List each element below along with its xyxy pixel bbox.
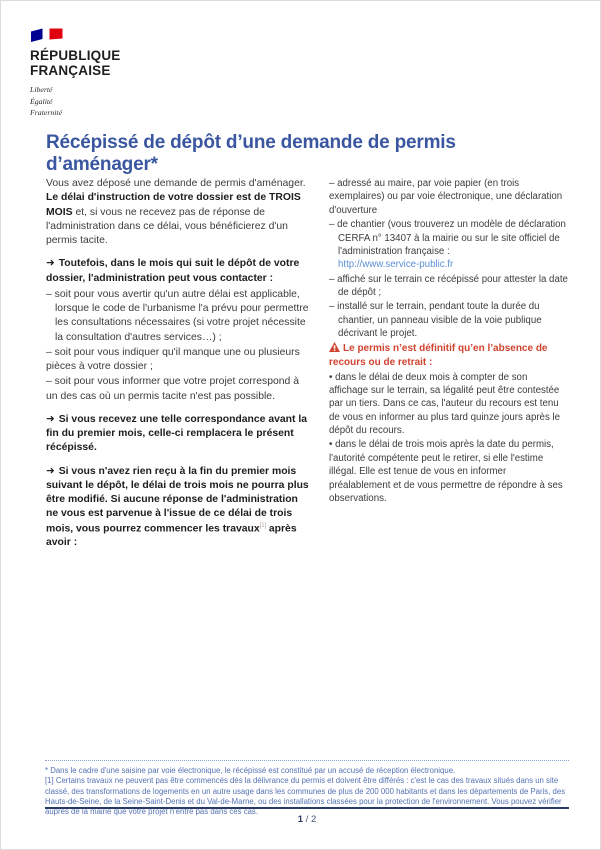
republic-line1: RÉPUBLIQUE (30, 48, 121, 63)
note-delai-text-b: après avoir : (46, 522, 297, 549)
page-number-bar (45, 807, 569, 825)
intro-text-c: et, si vous ne recevez pas de réponse de l'administration dans ce délai, vous bénéficierez d'un permis tacite. (46, 206, 288, 246)
left-column (46, 177, 312, 559)
list-item-text: – de chantier (vous trouverez un modèle de déclaration CERFA n° 13407 à la mairie ou sur le site officiel de l'administration française : (329, 219, 566, 257)
french-flag-icon (30, 27, 64, 44)
page-separator: / (303, 814, 311, 825)
right-column (329, 177, 569, 559)
body-columns (46, 177, 569, 559)
intro-paragraph (46, 177, 312, 248)
note-contact-text: Toutefois, dans le mois qui suit le dépôt de votre dossier, l'administration peut vous contacter : (46, 258, 300, 284)
warning-triangle-icon (329, 342, 340, 352)
republic-wordmark (30, 48, 121, 78)
warning-heading-text: Le permis n’est définitif qu’en l’absence de recours ou de retrait : (329, 342, 548, 368)
arrow-icon: ➜ (46, 413, 55, 425)
list-item (329, 218, 569, 272)
motto (30, 84, 121, 118)
list-item: – adressé au maire, par voie papier (en trois exemplaires) ou par voie électronique, une déclaration d'ouverture (329, 178, 563, 216)
total-pages: 2 (310, 814, 317, 825)
warning-heading (329, 342, 569, 370)
gov-header (30, 27, 121, 118)
arrow-icon: ➜ (46, 258, 55, 270)
list-item: – soit pour vous informer que votre projet correspond à un des cas où un permis tacite n'est pas possible. (46, 376, 299, 402)
motto-egalite: Égalité (30, 96, 53, 106)
current-page: 1 (297, 814, 304, 825)
list-item: – soit pour vous indiquer qu'il manque une ou plusieurs pièces à votre dossier ; (46, 346, 300, 372)
note-correspondance (46, 413, 312, 456)
page-title: Récépissé de dépôt d’une demande de permis d’aménager* (46, 131, 456, 176)
service-public-link[interactable]: http://www.service-public.fr (338, 259, 454, 271)
footnote-reference: [1] (259, 521, 266, 529)
warning-item: • dans le délai de trois mois après la date du permis, l'autorité compétente peut le retirer, si elle l'estime illégal. Elle est tenue de vous en informer préalablement et de vous permettre de répondre à ses observations. (329, 439, 563, 504)
warning-item: • dans le délai de deux mois à compter de son affichage sur le terrain, sa légalité peut être contestée par un tiers. Dans ce cas, l'auteur du recours est tenu de vous en informer au plus tard quinze jours après le dépôt du recours. (329, 371, 561, 436)
footnote-star: * Dans le cadre d'une saisine par voie électronique, le récépissé est constitué par un accusé de réception électronique. (45, 766, 456, 775)
arrow-icon: ➜ (46, 465, 55, 477)
republic-line2: FRANÇAISE (30, 63, 111, 79)
intro-text-a: Vous avez déposé une demande de permis d'aménager. (46, 178, 306, 189)
note-delai-text-a: Si vous n'avez rien reçu à la fin du premier mois suivant le dépôt, le délai de trois mois ne pourra plus être modifié. Si aucune réponse de l'administration ne vous est parvenue à l'issue de ce délai de trois mois, vous pourrez commencer les travaux (46, 465, 309, 534)
footnote-1: [1] Certains travaux ne peuvent pas être commencés dès la délivrance du permis et doivent être différés : c'est le cas des travaux situés dans un site classé, des transformations de logements en un autre usage dans les communes de plus de 200 000 habitants et dans les départements de Paris, des Hauts-de-Seine, de la Seine-Saint-Denis et du Val-de-Marne, ou des installations classées pour la protection de l'environnement. Vous pouvez vérifier auprès de la mairie que votre projet n'entre pas dans ces cas. (45, 776, 566, 817)
intro-text-bold: Le délai d'instruction de votre dossier est de TROIS MOIS (46, 192, 301, 218)
motto-fraternite: Fraternité (30, 107, 63, 117)
list-item: – soit pour vous avertir qu'un autre délai est applicable, lorsque le code de l'urbanisme l'a prévu pour permettre les consultations nécessaires (si votre projet nécessite la consultation d'autres services…) ; (46, 288, 309, 343)
note-delai (46, 465, 312, 551)
motto-liberte: Liberté (30, 85, 53, 95)
note-contact (46, 257, 312, 286)
note-correspondance-text: Si vous recevez une telle correspondance avant la fin du premier mois, celle-ci remplacera le présent récépissé. (46, 413, 308, 454)
list-item: – affiché sur le terrain ce récépissé pour attester la date de dépôt ; (329, 273, 568, 298)
list-item: – installé sur le terrain, pendant toute la durée du chantier, un panneau visible de la voie publique décrivant le projet. (329, 301, 542, 340)
